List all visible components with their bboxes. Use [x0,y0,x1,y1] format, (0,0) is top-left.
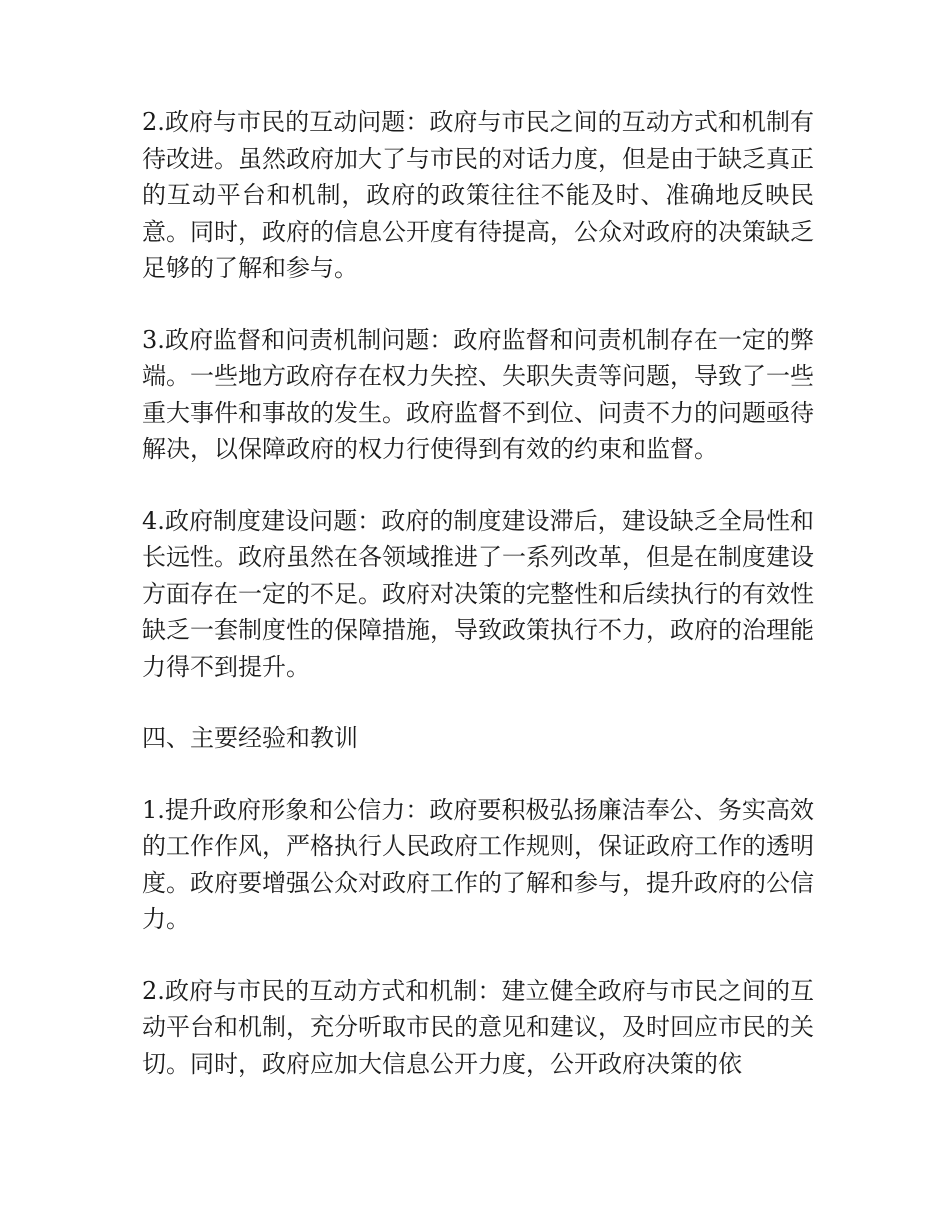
paragraph-supervision-issue: 3.政府监督和问责机制问题：政府监督和问责机制存在一定的弊端。一些地方政府存在权力失控、失职失责等问题，导致了一些重大事件和事故的发生。政府监督不到位、问责不力的问题亟待解决，以保障政府的权力行使得到有效的约束和监督。 [142,325,814,463]
document-page [142,104,814,1117]
paragraph-institution-issue: 4.政府制度建设问题：政府的制度建设滞后，建设缺乏全局性和长远性。政府虽然在各领域推进了一系列改革，但是在制度建设方面存在一定的不足。政府对决策的完整性和后续执行的有效性缺乏一套制度性的保障措施，导致政策执行不力，政府的治理能力得不到提升。 [142,506,814,681]
section-heading: 四、主要经验和教训 [142,724,358,752]
paragraph-credibility: 1.提升政府形象和公信力：政府要积极弘扬廉洁奉公、务实高效的工作作风，严格执行人民政府工作规则，保证政府工作的透明度。政府要增强公众对政府工作的了解和参与，提升政府的公信力。 [142,795,814,933]
paragraph-interaction-issue: 2.政府与市民的互动问题：政府与市民之间的互动方式和机制有待改进。虽然政府加大了与市民的对话力度，但是由于缺乏真正的互动平台和机制，政府的政策往往不能及时、准确地反映民意。同时，政府的信息公开度有待提高，公众对政府的决策缺乏足够的了解和参与。 [142,108,814,282]
paragraph-interaction-mechanism: 2.政府与市民的互动方式和机制：建立健全政府与市民之间的互动平台和机制，充分听取市民的意见和建议，及时回应市民的关切。同时，政府应加大信息公开力度，公开政府决策的依 [142,976,814,1078]
